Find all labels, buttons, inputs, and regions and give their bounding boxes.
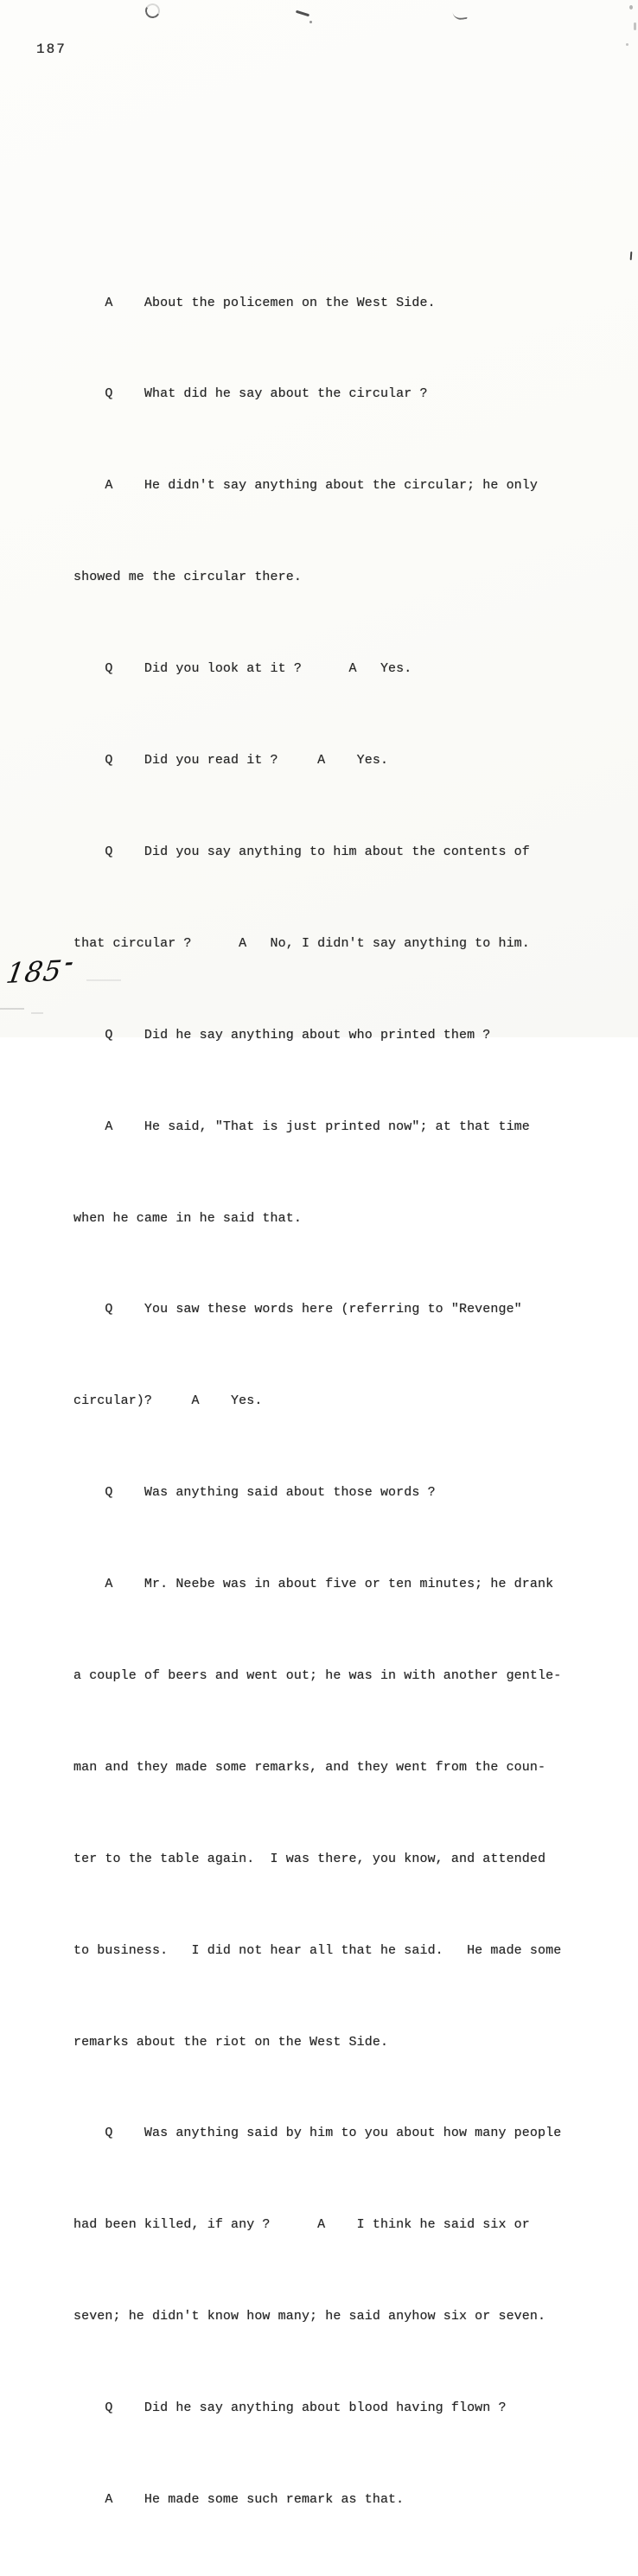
page-number: 187 <box>36 41 67 57</box>
transcript-line: a couple of beers and went out; he was in with another gentle- <box>73 1667 562 1683</box>
transcript-text-block <box>73 226 561 2576</box>
transcript-line: man and they made some remarks, and they went from the coun- <box>73 1759 546 1775</box>
margin-tick-mark <box>630 252 633 260</box>
transcript-line: Q You saw these words here (referring to "Revenge" <box>73 1302 522 1317</box>
transcript-line: A He didn't say anything about the circular; he only <box>73 478 538 494</box>
scan-streak <box>86 979 121 981</box>
transcript-line: Q Did he say anything about who printed them ? <box>73 1027 491 1043</box>
transcript-line: Q Did you look at it ? A Yes. <box>73 661 412 677</box>
transcript-line: remarks about the riot on the West Side. <box>73 2034 389 2050</box>
transcript-line: seven; he didn't know how many; he said anyhow six or seven. <box>73 2309 546 2324</box>
transcript-line: Q Was anything said about those words ? <box>73 1485 436 1501</box>
transcript-line: ter to the table again. I was there, you know, and attended <box>73 1851 546 1866</box>
transcript-line: A Mr. Neebe was in about five or ten minutes; he drank <box>73 1577 554 1592</box>
handwritten-page-number <box>4 949 77 990</box>
transcript-line: when he came in he said that. <box>73 1210 302 1226</box>
transcript-line: Q Did he say anything about blood having flown ? <box>73 2401 507 2416</box>
transcript-line: Q Did you say anything to him about the contents of <box>73 844 530 859</box>
ink-smudge-dash <box>296 10 309 17</box>
ink-smudge-curl <box>144 2 162 20</box>
transcript-line: A About the policemen on the West Side. <box>73 295 436 310</box>
edge-speck <box>629 5 633 10</box>
transcript-line: circular)? A Yes. <box>73 1393 263 1409</box>
transcript-line: showed me the circular there. <box>73 570 302 585</box>
handwritten-digits: 185 <box>3 953 65 991</box>
transcript-line: that circular ? A No, I didn't say anything to him. <box>73 935 530 951</box>
handwritten-dash: - <box>62 948 77 975</box>
transcript-line: had been killed, if any ? A I think he said six or <box>73 2217 530 2233</box>
scan-streak <box>0 1008 24 1010</box>
transcript-line: Q What did he say about the circular ? <box>73 386 428 402</box>
transcript-line: A He said, "That is just printed now"; at that time <box>73 1119 530 1134</box>
transcript-line: to business. I did not hear all that he said. He made some <box>73 1942 562 1958</box>
transcript-line: Q Was anything said by him to you about how many people <box>73 2126 562 2141</box>
ink-smudge-dot <box>309 21 312 23</box>
transcript-line: Q Did you read it ? A Yes. <box>73 753 389 768</box>
ink-smudge-hook <box>452 10 467 21</box>
transcript-line: A He made some such remark as that. <box>73 2491 405 2507</box>
edge-speck <box>626 43 628 46</box>
edge-speck <box>634 22 636 30</box>
scan-streak <box>31 1012 43 1014</box>
